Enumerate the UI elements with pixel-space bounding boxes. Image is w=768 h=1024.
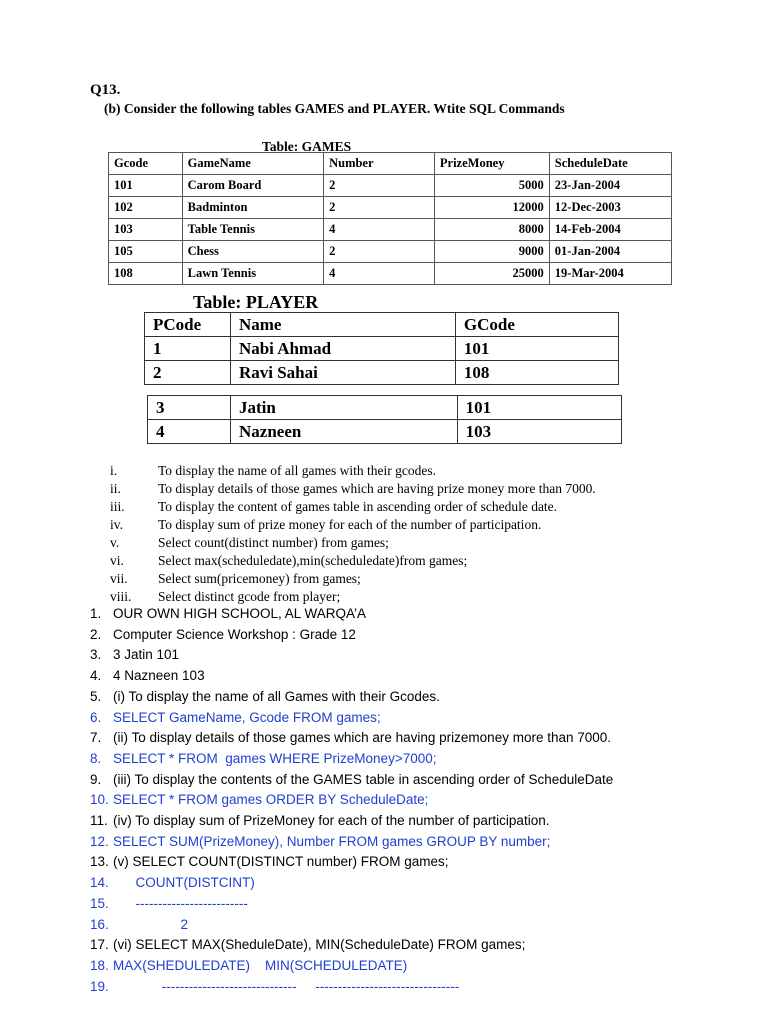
answer-number: 7.	[90, 730, 102, 746]
games-header-cell: PrizeMoney	[434, 153, 549, 175]
answer-text: OUR OWN HIGH SCHOOL, AL WARQA’A	[113, 606, 367, 621]
task-text: Select max(scheduledate),min(scheduledate)from games;	[158, 553, 468, 568]
games-header-row	[109, 153, 672, 175]
answer-number: 6.	[90, 709, 102, 725]
answer-text: MAX(SHEDULEDATE) MIN(SCHEDULEDATE)	[113, 957, 408, 973]
task-text: To display the content of games table in ascending order of schedule date.	[158, 499, 558, 514]
answer-number: 3.	[90, 647, 102, 663]
answer-item	[90, 645, 613, 666]
games-cell: 01-Jan-2004	[549, 241, 671, 263]
answer-item	[90, 666, 613, 687]
games-header-cell: ScheduleDate	[549, 153, 671, 175]
task-text: Select count(distinct number) from games;	[158, 535, 389, 550]
answer-number: 11.	[90, 813, 108, 829]
answer-item	[90, 811, 613, 832]
question-instruction: (b) Consider the following tables GAMES and PLAYER. Wtite SQL Commands	[104, 101, 565, 116]
player-cell: 4	[148, 420, 231, 444]
answer-item	[90, 977, 613, 998]
games-cell: 4	[324, 219, 435, 241]
task-item	[110, 552, 596, 570]
answer-list	[90, 604, 613, 997]
task-text: To display sum of prize money for each of the number of participation.	[158, 517, 542, 532]
answer-item	[90, 708, 613, 729]
answer-number: 18.	[90, 957, 109, 973]
task-number: iv.	[110, 517, 123, 532]
answer-item	[90, 894, 613, 915]
answer-text: 4 Nazneen 103	[113, 668, 205, 684]
games-cell: 14-Feb-2004	[549, 219, 671, 241]
games-cell: Table Tennis	[182, 219, 323, 241]
answer-text: -------------------------	[113, 895, 248, 911]
games-table-caption: Table: GAMES	[262, 139, 352, 154]
answer-text: COUNT(DISTCINT)	[113, 875, 255, 891]
player-cell: 1	[145, 337, 231, 361]
player-cell: 2	[145, 361, 231, 385]
answer-number: 17.	[90, 937, 109, 953]
answer-text: (iv) To display sum of PrizeMoney for each of the number of participation.	[113, 813, 550, 829]
player-table-part-1	[144, 312, 619, 385]
games-cell: 5000	[434, 175, 549, 197]
games-cell: 2	[324, 175, 435, 197]
games-cell: Chess	[182, 241, 323, 263]
answer-item	[90, 770, 613, 791]
games-row	[109, 219, 672, 241]
answer-number: 19.	[90, 978, 109, 994]
answer-text: (ii) To display details of those games which are having prizemoney more than 7000.	[113, 730, 612, 746]
games-row	[109, 241, 672, 263]
answer-number: 10.	[90, 792, 109, 808]
games-cell: 102	[109, 197, 183, 219]
answer-number: 2.	[90, 626, 102, 642]
task-item	[110, 498, 596, 516]
answer-item	[90, 728, 613, 749]
answer-text: (vi) SELECT MAX(SheduleDate), MIN(ScheduleDate) FROM games;	[113, 937, 526, 953]
answer-item	[90, 832, 613, 853]
answer-number: 14.	[90, 875, 109, 891]
games-cell: 108	[109, 263, 183, 285]
answer-text: Computer Science Workshop : Grade 12	[113, 626, 356, 642]
games-cell: 12-Dec-2003	[549, 197, 671, 219]
answer-text: SELECT * FROM games WHERE PrizeMoney>7000;	[113, 750, 437, 766]
answer-number: 1.	[90, 606, 102, 621]
answer-number: 9.	[90, 771, 102, 787]
answer-text: (iii) To display the contents of the GAMES table in ascending order of ScheduleDate	[113, 771, 614, 787]
task-number: viii.	[110, 589, 132, 604]
answer-text: (i) To display the name of all Games with their Gcodes.	[113, 688, 440, 704]
answer-text: ------------------------------ --------------------------------	[113, 978, 460, 994]
answer-text: SELECT SUM(PrizeMoney), Number FROM games GROUP BY number;	[113, 833, 551, 849]
answer-item	[90, 790, 613, 811]
answer-text: (v) SELECT COUNT(DISTINCT number) FROM games;	[113, 854, 449, 870]
answer-item	[90, 935, 613, 956]
player-row	[145, 337, 619, 361]
task-text: To display details of those games which are having prize money more than 7000.	[158, 481, 596, 496]
answer-text: 2	[113, 916, 189, 932]
player-table-part-2	[147, 395, 622, 444]
player-cell: Ravi Sahai	[230, 361, 455, 385]
answer-number: 13.	[90, 854, 109, 870]
games-cell: Lawn Tennis	[182, 263, 323, 285]
games-cell: 105	[109, 241, 183, 263]
task-item	[110, 480, 596, 498]
answer-number: 8.	[90, 750, 102, 766]
task-list	[110, 462, 596, 606]
games-cell: 8000	[434, 219, 549, 241]
games-cell: 103	[109, 219, 183, 241]
player-table-caption: Table: PLAYER	[193, 292, 319, 312]
answer-number: 12.	[90, 833, 109, 849]
task-number: ii.	[110, 481, 121, 496]
player-row	[145, 361, 619, 385]
player-row	[148, 420, 622, 444]
games-table	[108, 152, 672, 285]
games-cell: 2	[324, 241, 435, 263]
answer-item	[90, 749, 613, 770]
task-item	[110, 534, 596, 552]
player-cell: Nabi Ahmad	[230, 337, 455, 361]
answer-item	[90, 915, 613, 936]
games-cell: 9000	[434, 241, 549, 263]
games-cell: 4	[324, 263, 435, 285]
games-header-cell: Number	[324, 153, 435, 175]
task-text: Select sum(pricemoney) from games;	[158, 571, 361, 586]
task-number: iii.	[110, 499, 125, 514]
player-cell: 103	[457, 420, 621, 444]
task-number: vii.	[110, 571, 128, 586]
task-number: i.	[110, 463, 118, 478]
games-cell: Carom Board	[182, 175, 323, 197]
games-cell: 12000	[434, 197, 549, 219]
player-header-cell: GCode	[455, 313, 618, 337]
task-number: vi.	[110, 553, 124, 568]
answer-item	[90, 873, 613, 894]
games-row	[109, 197, 672, 219]
games-header-cell: Gcode	[109, 153, 183, 175]
answer-item	[90, 625, 613, 646]
task-item	[110, 516, 596, 534]
answer-item	[90, 852, 613, 873]
task-item	[110, 570, 596, 588]
answer-number: 4.	[90, 668, 102, 684]
answer-number: 5.	[90, 688, 102, 704]
answer-number: 15.	[90, 895, 109, 911]
question-label: Q13.	[90, 82, 121, 98]
games-row	[109, 263, 672, 285]
answer-text: SELECT * FROM games ORDER BY ScheduleDate;	[113, 792, 429, 808]
answer-item	[90, 604, 613, 625]
player-cell: 101	[457, 396, 621, 420]
answer-number: 16.	[90, 916, 109, 932]
answer-item	[90, 687, 613, 708]
player-row	[148, 396, 622, 420]
task-item	[110, 462, 596, 480]
games-header-cell: GameName	[182, 153, 323, 175]
answer-text: SELECT GameName, Gcode FROM games;	[113, 709, 381, 725]
player-header-row	[145, 313, 619, 337]
games-cell: 19-Mar-2004	[549, 263, 671, 285]
games-cell: 23-Jan-2004	[549, 175, 671, 197]
answer-text: 3 Jatin 101	[113, 647, 180, 663]
player-cell: 3	[148, 396, 231, 420]
player-cell: 101	[455, 337, 618, 361]
games-cell: Badminton	[182, 197, 323, 219]
answer-item	[90, 956, 613, 977]
task-number: v.	[110, 535, 120, 550]
player-cell: 108	[455, 361, 618, 385]
games-cell: 2	[324, 197, 435, 219]
task-text: Select distinct gcode from player;	[158, 589, 341, 604]
games-cell: 25000	[434, 263, 549, 285]
task-text: To display the name of all games with their gcodes.	[158, 463, 436, 478]
player-cell: Jatin	[231, 396, 458, 420]
games-cell: 101	[109, 175, 183, 197]
player-header-cell: Name	[230, 313, 455, 337]
player-header-cell: PCode	[145, 313, 231, 337]
player-cell: Nazneen	[231, 420, 458, 444]
games-row	[109, 175, 672, 197]
